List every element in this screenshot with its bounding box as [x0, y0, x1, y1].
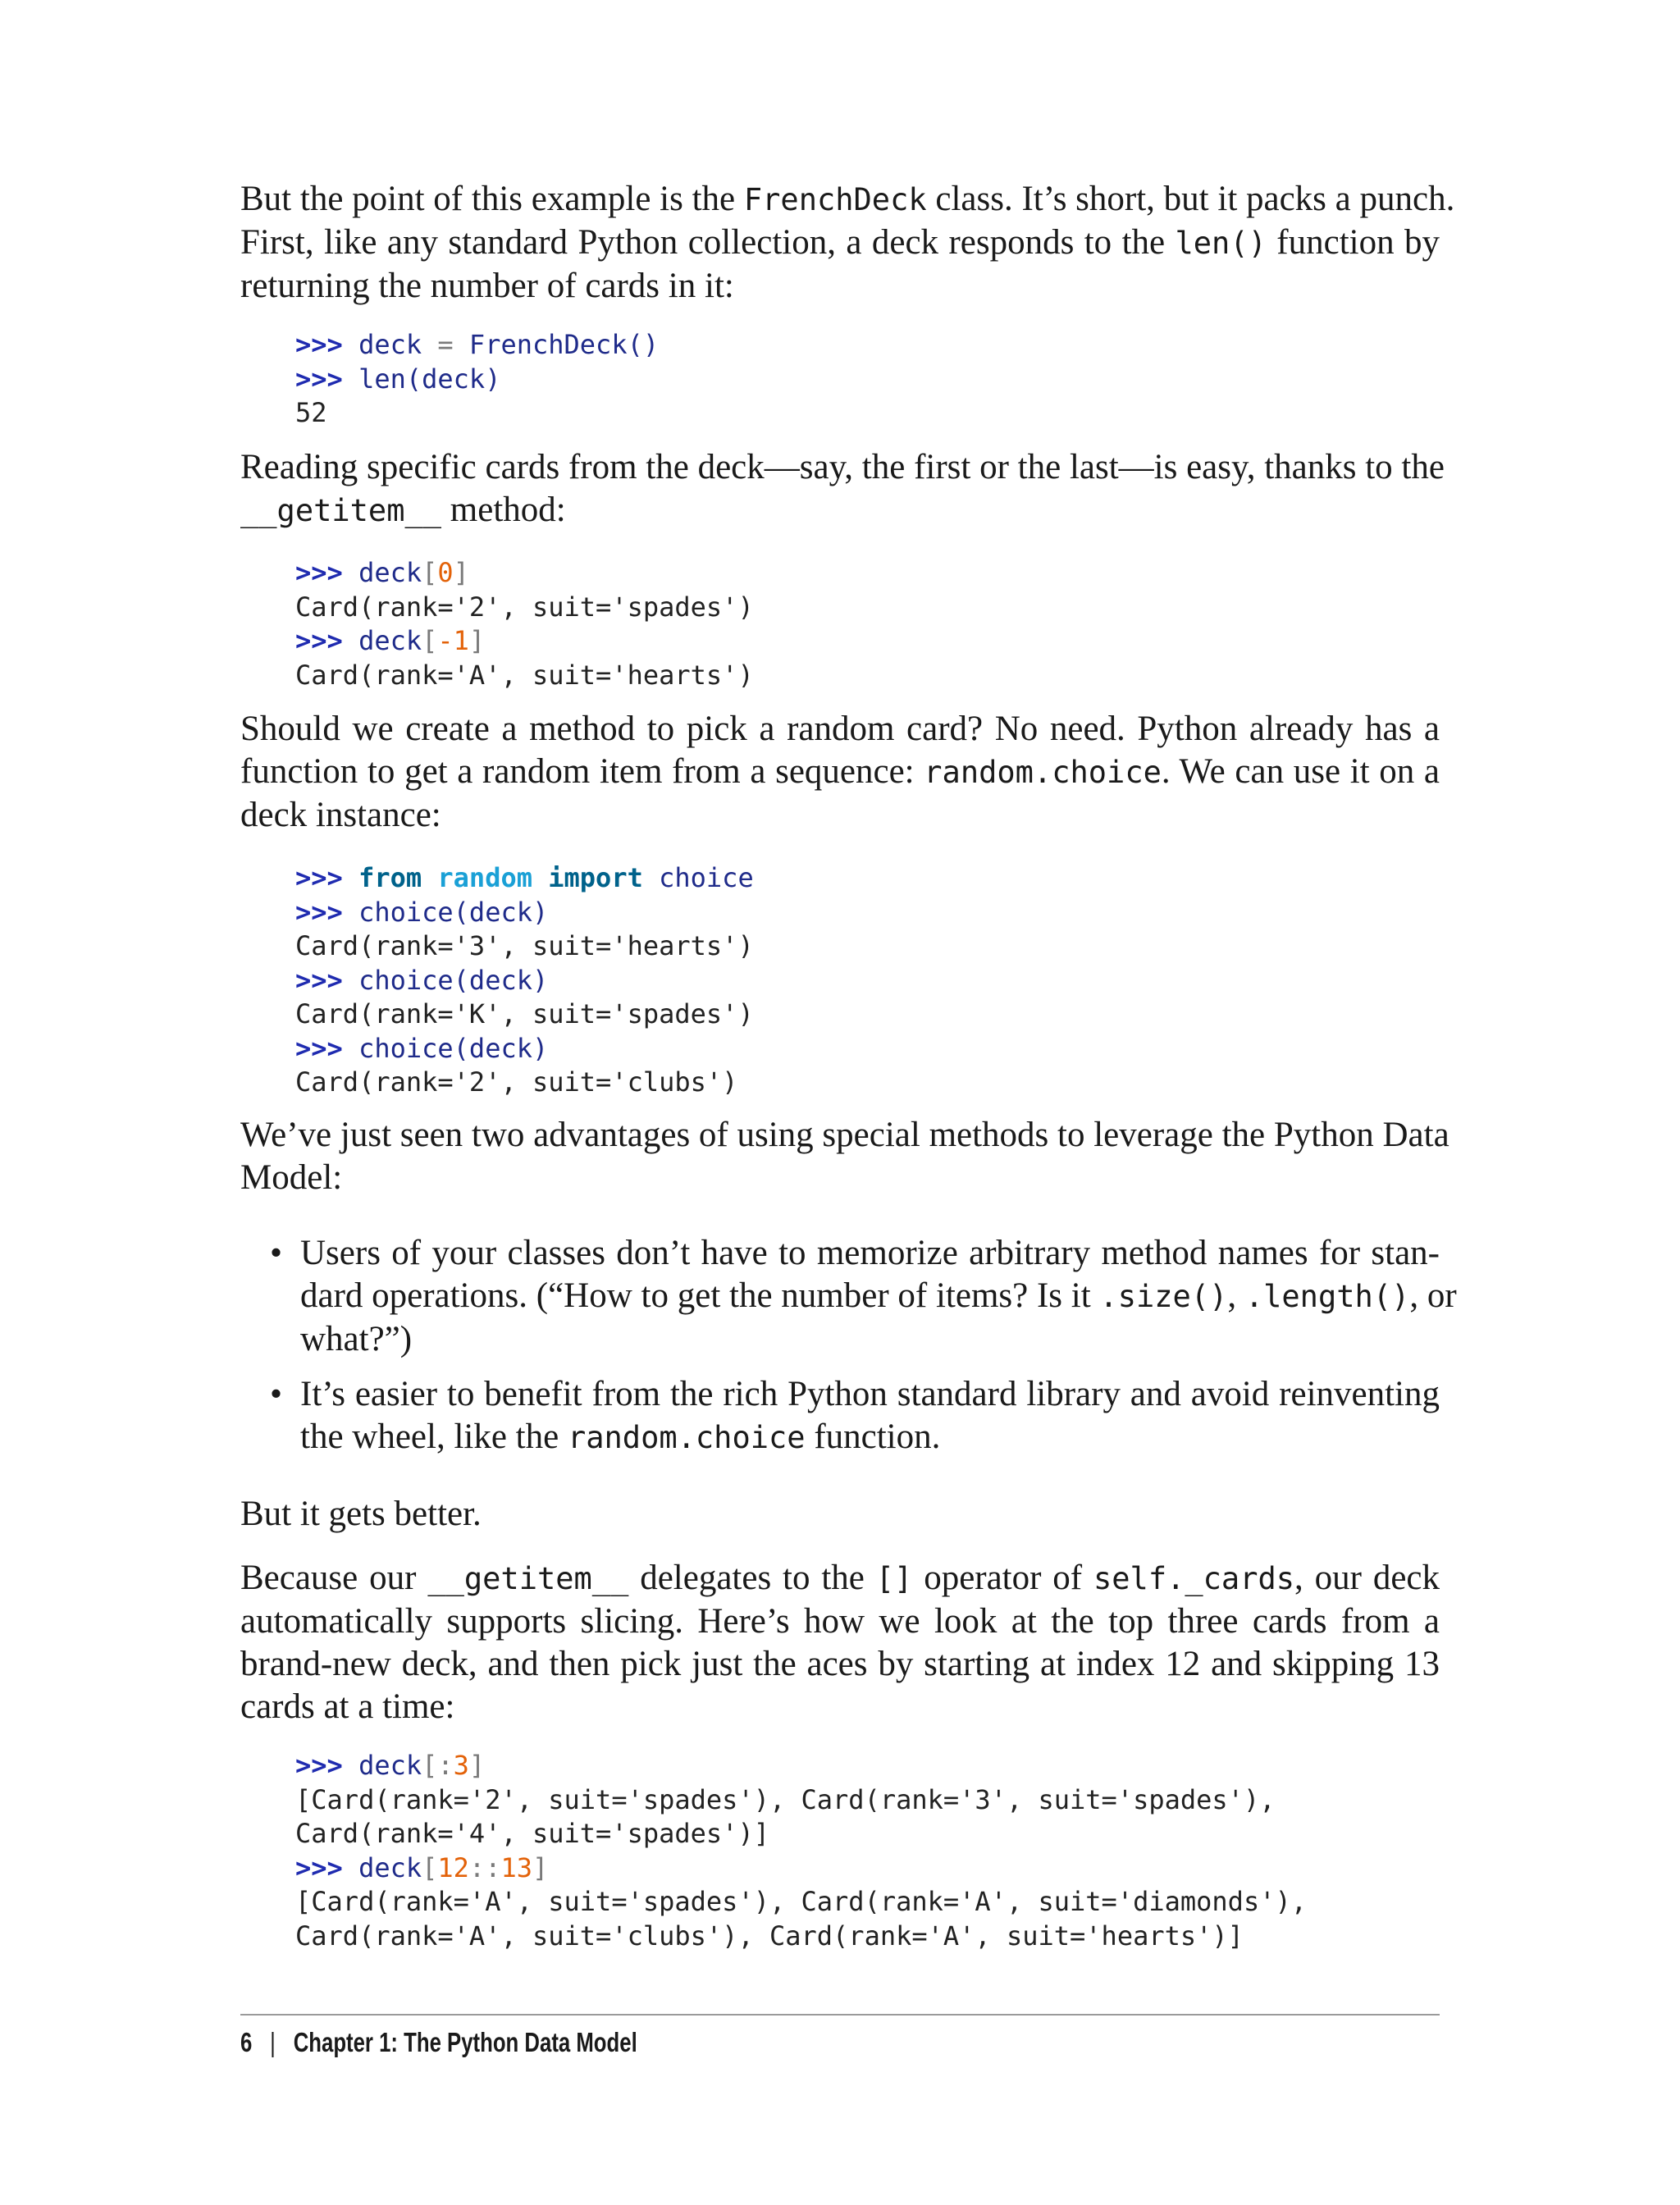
text-line: Should we create a method to pick a random card? No need. Python already has a [240, 710, 1440, 748]
text-span: the wheel, like the [300, 1418, 568, 1456]
code-output: 52 [295, 397, 327, 428]
text-line: Reading specific cards from the deck—say, the first or the last—is easy, thanks to the [240, 448, 1445, 486]
text-line: Model: [240, 1158, 343, 1197]
code-output: Card(rank='A', suit='hearts') [295, 659, 754, 691]
footer-rule [240, 2014, 1440, 2016]
code-token: len [358, 363, 406, 395]
code-block-indexing [295, 556, 754, 692]
text-span: . We can use it on a [1161, 752, 1440, 791]
code-token: choice(deck) [358, 1032, 549, 1064]
code-output: Card(rank='K', suit='spades') [295, 998, 754, 1029]
inline-code: FrenchDeck [743, 182, 927, 217]
inline-code: len() [1175, 226, 1267, 261]
prompt: >>> [295, 862, 343, 893]
code-number: 12 [437, 1851, 469, 1883]
bullet-icon: • [270, 1234, 283, 1272]
text-line [240, 1557, 1440, 1600]
code-token: ] [532, 1851, 549, 1883]
text-span: method: [441, 491, 566, 529]
page-footer [240, 2025, 637, 2061]
list-item-text [300, 1373, 1440, 1459]
text-line [240, 489, 1440, 532]
inline-code: .size() [1099, 1279, 1228, 1314]
inline-code: .length() [1244, 1279, 1410, 1314]
text-line: returning the number of cards in it: [240, 267, 734, 305]
prompt: >>> [295, 896, 343, 928]
text-line: automatically supports slicing. Here’s how we look at the top three cards from a [240, 1602, 1440, 1641]
inline-code: __getitem__ [427, 1561, 629, 1596]
paragraph-slicing [240, 1557, 1440, 1728]
code-keyword: from [358, 862, 422, 893]
text-span: Because our [240, 1559, 428, 1597]
text-line: It’s easier to benefit from the rich Python standard library and avoid reinventing [300, 1375, 1440, 1413]
paragraph-advantages [240, 1114, 1449, 1199]
prompt: >>> [295, 1851, 343, 1883]
text-span: function. [805, 1418, 941, 1456]
code-number: 3 [453, 1750, 469, 1781]
code-output: [Card(rank='2', suit='spades'), Card(rank='3', suit='spades'), [295, 1783, 1276, 1815]
code-token: deck [358, 557, 422, 588]
prompt: >>> [295, 363, 343, 395]
text-span: First, like any standard Python collection, a deck responds to the [240, 223, 1176, 262]
code-token: [ [422, 557, 438, 588]
code-token: :: [468, 1851, 501, 1883]
text-span: , or [1409, 1276, 1457, 1315]
code-token: choice(deck) [358, 964, 549, 996]
paragraph-random-choice [240, 708, 1440, 837]
code-keyword: import [548, 862, 643, 893]
bullet-icon: • [270, 1375, 283, 1413]
text-line: But it gets better. [240, 1495, 482, 1533]
code-token: ] [468, 625, 486, 656]
text-line [300, 1275, 1457, 1318]
prompt: >>> [295, 557, 343, 588]
inline-code: random.choice [924, 755, 1162, 790]
prompt: >>> [295, 329, 343, 360]
code-token: ] [453, 557, 469, 588]
text-span: dard operations. (“How to get the number of items? Is it [300, 1276, 1100, 1315]
code-output: Card(rank='3', suit='hearts') [295, 930, 754, 961]
text-span: function to get a random item from a sequence: [240, 752, 924, 791]
code-number: 13 [500, 1851, 532, 1883]
code-token: FrenchDeck() [468, 329, 660, 360]
prompt: >>> [295, 964, 343, 996]
inline-code: __getitem__ [240, 493, 442, 528]
list-item-text [300, 1232, 1457, 1361]
text-span: delegates to the [628, 1559, 876, 1597]
text-line: brand-new deck, and then pick just the aces by starting at index 12 and skipping 13 [240, 1645, 1440, 1683]
code-token: choice(deck) [358, 896, 549, 928]
text-line: cards at a time: [240, 1687, 455, 1726]
code-token: ] [468, 1750, 486, 1781]
code-token: [ [422, 1851, 438, 1883]
prompt: >>> [295, 1750, 343, 1781]
text-span: operator of [912, 1559, 1093, 1597]
prompt: >>> [295, 625, 343, 656]
text-span: But the point of this example is the [240, 180, 744, 218]
code-token: [: [422, 1750, 454, 1781]
chapter-title: Chapter 1: The Python Data Model [293, 2027, 637, 2057]
code-token: deck [358, 1750, 422, 1781]
paragraph-better [240, 1493, 1440, 1536]
code-output: Card(rank='4', suit='spades')] [295, 1818, 769, 1849]
text-span: function by [1266, 223, 1440, 262]
code-token: [ [422, 625, 438, 656]
code-block-len [295, 328, 659, 431]
code-token: = [422, 329, 469, 360]
footer-separator: | [270, 2027, 276, 2057]
code-module: random [437, 862, 532, 893]
text-span: class. It’s short, but it packs a punch. [926, 180, 1455, 218]
text-line: deck instance: [240, 796, 441, 834]
code-output: [Card(rank='A', suit='spades'), Card(rank='A', suit='diamonds'), [295, 1886, 1307, 1917]
code-number: 0 [437, 557, 454, 588]
paragraph-frenchdeck-intro [240, 178, 1455, 308]
code-block-choice [295, 861, 754, 1100]
code-output: Card(rank='2', suit='clubs') [295, 1066, 738, 1098]
text-line [240, 221, 1440, 265]
code-token: (deck) [405, 363, 501, 395]
prompt: >>> [295, 1032, 343, 1064]
inline-code: self._cards [1093, 1561, 1295, 1596]
text-span: , our deck [1294, 1559, 1440, 1597]
code-token: choice [659, 862, 754, 893]
inline-code: [] [875, 1561, 913, 1596]
page-number: 6 [240, 2027, 253, 2057]
text-span: , [1227, 1276, 1245, 1315]
paragraph-getitem [240, 446, 1445, 532]
code-number: -1 [437, 625, 469, 656]
text-line: We’ve just seen two advantages of using special methods to leverage the Python Data [240, 1116, 1449, 1154]
code-token: deck [358, 1851, 422, 1883]
code-token: deck [358, 329, 422, 360]
code-block-slicing [295, 1749, 1307, 1953]
code-token: deck [358, 625, 422, 656]
text-line: Users of your classes don’t have to memorize arbitrary method names for stan- [300, 1234, 1440, 1272]
code-output: Card(rank='2', suit='spades') [295, 591, 754, 623]
text-line: what?”) [300, 1320, 413, 1358]
inline-code: random.choice [567, 1420, 806, 1455]
text-line [300, 1416, 1440, 1459]
code-output: Card(rank='A', suit='clubs'), Card(rank='A', suit='hearts')] [295, 1920, 1244, 1952]
text-line [240, 751, 1440, 794]
text-line [240, 178, 1455, 221]
